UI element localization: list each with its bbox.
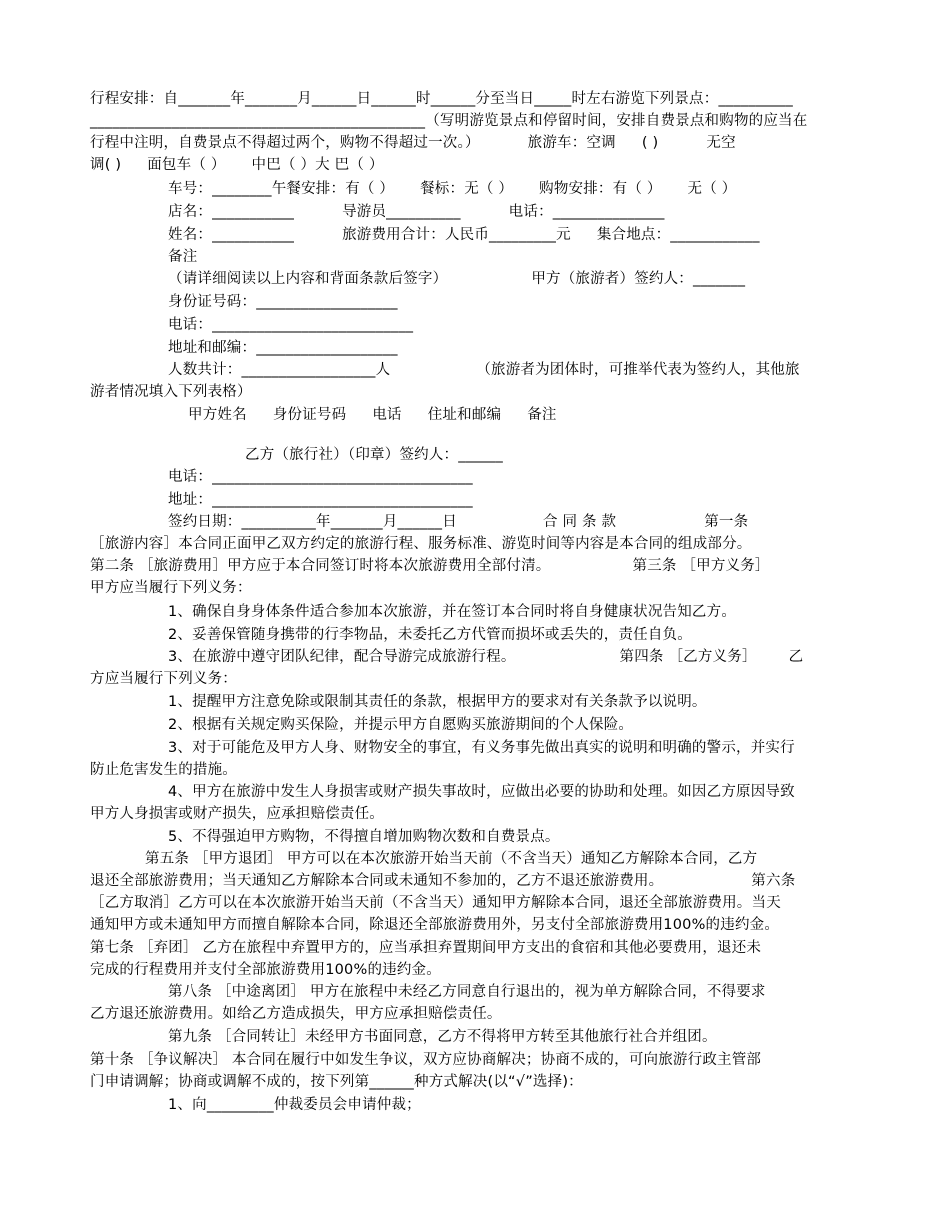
clause-3-item-1: 1、确保自身身体条件适合参加本次旅游，并在签订本合同时将自身健康状况告知乙方。 xyxy=(168,604,737,620)
party-a-signature-line: （请详细阅读以上内容和背面条款后签字） 甲方（旅游者）签约人：_______ xyxy=(168,271,746,287)
party-b-phone-line: 电话：___________________________________ xyxy=(168,469,473,485)
clause-4-item-2: 2、根据有关规定购买保险，并提示甲方自愿购买旅游期间的个人保险。 xyxy=(168,717,634,733)
shop-guide-line: 店名：___________ 导游员__________ 电话：_______________ xyxy=(168,204,665,220)
itinerary-note-line: _____________________________________________（写明游览景点和停留时间，安排自费景点和购物的应当在 xyxy=(90,113,808,129)
clause-4-item-3-cont: 防止危害发生的措施。 xyxy=(90,762,237,778)
headcount-note-line: 游者情况填入下列表格） xyxy=(90,384,252,400)
clause-7-text: 第七条 ［弃团］ 乙方在旅程中弃置甲方的，应当承担弃置期间甲方支出的食宿和其他必要费用，退还未 xyxy=(90,940,762,956)
clause-9-text: 第九条 ［合同转让］未经甲方书面同意，乙方不得将甲方转至其他旅行社合并组团。 xyxy=(168,1029,717,1045)
party-b-address-line: 地址：___________________________________ xyxy=(168,492,473,508)
clause-10-text: 第十条 ［争议解决］ 本合同在履行中如发生争议，双方应协商解决；协商不成的，可向旅游行政主管部 xyxy=(90,1052,762,1068)
clause-6-text-cont: 通知甲方或未通知甲方而擅自解除本合同，除退还全部旅游费用外，另支付全部旅游费用100%的违约金。 xyxy=(90,917,780,933)
clause-4-item-3: 3、对于可能危及甲方人身、财物安全的事宜，有义务事先做出真实的说明和明确的警示，并实行 xyxy=(168,740,795,756)
bus-options-line: 调( ) 面包车（ ） 中巴（ ）大 巴（ ） xyxy=(90,157,384,173)
signing-date-line: 签约日期：__________年_______月______日 合 同 条 款 第一条 xyxy=(168,514,749,530)
traveler-table-header: 甲方姓名 身份证号码 电话 住址和邮编 备注 xyxy=(188,407,557,423)
clause-5-text-cont: 退还全部旅游费用；当天通知乙方解除本合同或未通知不参加的，乙方不退还旅游费用。 第六条 xyxy=(90,873,796,889)
clause-3-item-3: 3、在旅游中遵守团队纪律，配合导游完成旅游行程。 第四条 ［乙方义务］ 乙 xyxy=(168,649,804,665)
clause-1-text: ［旅游内容］本合同正面甲乙双方约定的旅游行程、服务标准、游览时间等内容是本合同的组成部分。 xyxy=(90,536,752,552)
clause-3-intro: 甲方应当履行下列义务： xyxy=(90,580,252,596)
bus-type-line: 行程中注明，自费景点不得超过两个，购物不得超过一次。） 旅游车：空调 ( ) 无空 xyxy=(90,135,736,151)
party-a-phone-line: 电话：___________________________ xyxy=(168,317,414,333)
name-fee-line: 姓名：___________ 旅游费用合计：人民币_________元 集合地点：____________ xyxy=(168,227,760,243)
clause-4-intro: 方应当履行下列义务： xyxy=(90,671,237,687)
clause-8-text-cont: 乙方退还旅游费用。如给乙方造成损失，甲方应承担赔偿责任。 xyxy=(90,1006,502,1022)
clause-4-item-5: 5、不得强迫甲方购物，不得擅自增加购物次数和自费景点。 xyxy=(168,829,560,845)
vehicle-meal-line: 车号：________午餐安排：有（ ） 餐标：无（ ） 购物安排：有（ ） 无（ ） xyxy=(168,181,737,197)
clause-3-item-2: 2、妥善保管随身携带的行李物品，未委托乙方代管而损坏或丢失的，责任自负。 xyxy=(168,627,692,643)
headcount-line: 人数共计：__________________人 （旅游者为团体时，可推举代表为签约人，其他旅 xyxy=(168,362,800,378)
clause-10-option-1: 1、向_________仲裁委员会申请仲裁； xyxy=(168,1097,421,1113)
clause-5-text: 第五条 ［甲方退团］ 甲方可以在本次旅游开始当天前（不含当天）通知乙方解除本合同，乙方 xyxy=(145,851,758,867)
clause-10-text-cont: 门申请调解；协商或调解不成的，按下列第______种方式解决(以“√”选择)： xyxy=(90,1074,583,1090)
clause-4-item-4-cont: 甲方人身损害或财产损失，应承担赔偿责任。 xyxy=(90,806,384,822)
clause-6-text: ［乙方取消］乙方可以在本次旅游开始当天前（不含当天）通知甲方解除本合同，退还全部旅游费用。当天 xyxy=(90,895,781,911)
address-zip-line: 地址和邮编：___________________ xyxy=(168,340,398,356)
clause-8-text: 第八条 ［中途离团］ 甲方在旅程中未经乙方同意自行退出的，视为单方解除合同，不得要求 xyxy=(168,984,766,1000)
remarks-label: 备注 xyxy=(168,249,198,265)
party-b-signature-line: 乙方（旅行社）（印章）签约人：______ xyxy=(245,447,503,463)
clause-7-text-cont: 完成的行程费用并支付全部旅游费用100%的违约金。 xyxy=(90,962,441,978)
clause-4-item-4: 4、甲方在旅游中发生人身损害或财产损失事故时，应做出必要的协助和处理。如因乙方原因导致 xyxy=(168,784,795,800)
id-number-line: 身份证号码：___________________ xyxy=(168,294,398,310)
itinerary-line: 行程安排：自_______年_______月______日______时______分至当日_____时左右游览下列景点：__________ xyxy=(90,91,793,107)
clause-2-text: 第二条 ［旅游费用］甲方应于本合同签订时将本次旅游费用全部付清。 第三条 ［甲方义务］ xyxy=(90,558,770,574)
clause-4-item-1: 1、提醒甲方注意免除或限制其责任的条款，根据甲方的要求对有关条款予以说明。 xyxy=(168,694,707,710)
